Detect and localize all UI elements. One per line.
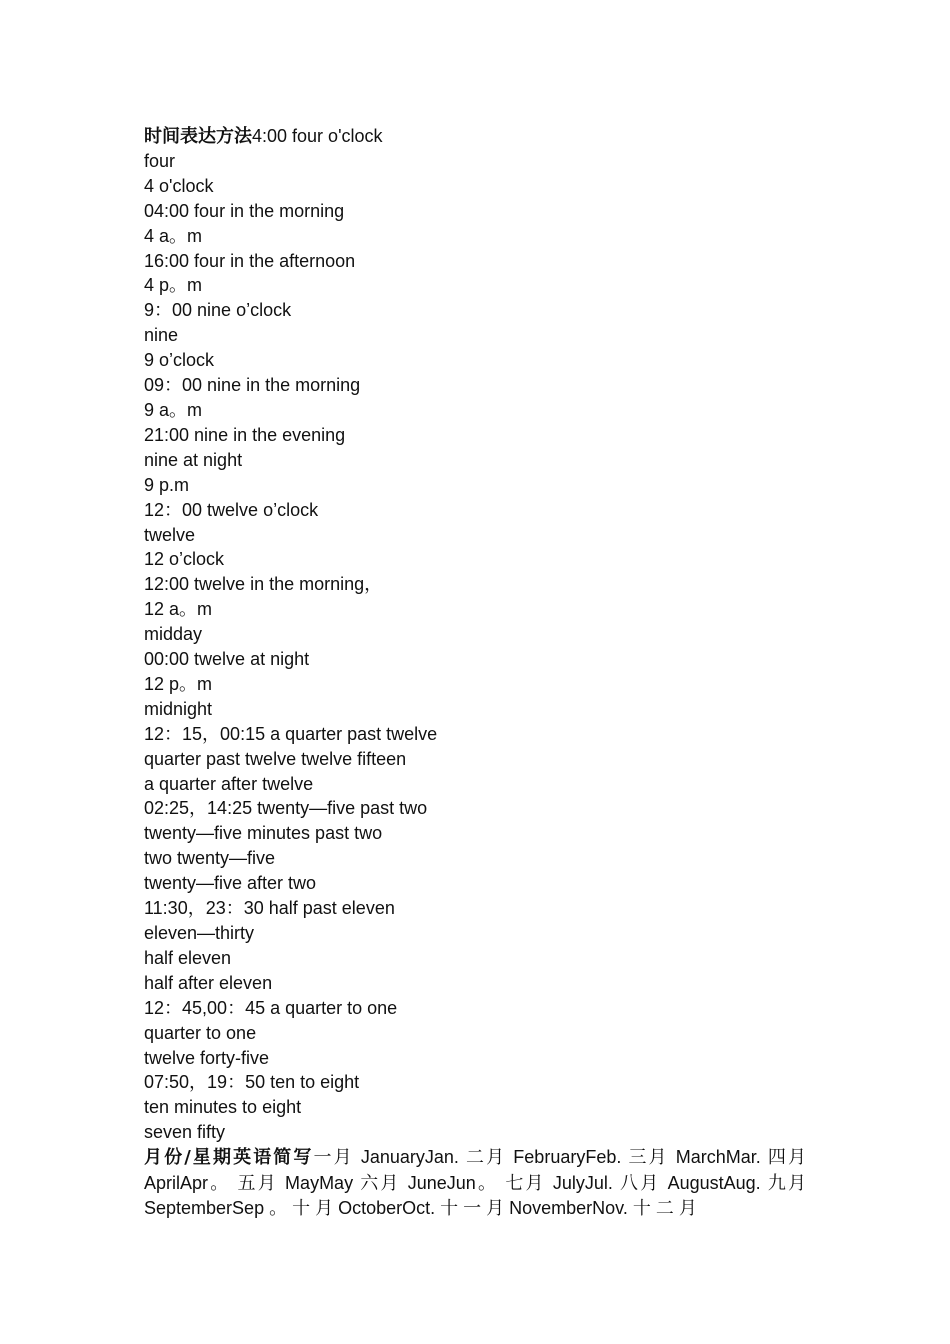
- time-line: 4 p。m: [144, 275, 203, 296]
- time-line: 21:00 nine in the evening: [144, 424, 346, 445]
- time-line: 12 o’clock: [144, 549, 225, 570]
- time-line: quarter past twelve twelve fifteen: [144, 748, 407, 769]
- time-line: twenty—five minutes past two: [144, 823, 383, 844]
- time-line: 12:00 twelve in the morning，: [144, 574, 383, 595]
- time-line: 09：00 nine in the morning: [144, 375, 361, 396]
- time-line: twenty—five after two: [144, 873, 317, 894]
- time-line: 12 p。m: [144, 673, 213, 694]
- time-line: 4:00 four o'clock: [252, 126, 383, 146]
- time-expression-first-line: [144, 124, 806, 149]
- time-line: 12：00 twelve o’clock: [144, 499, 319, 520]
- time-line: midnight: [144, 698, 213, 719]
- time-line: 11:30，23：30 half past eleven: [144, 898, 395, 919]
- time-line: ten minutes to eight: [144, 1097, 302, 1118]
- time-line: 12：15，00:15 a quarter past twelve: [144, 723, 438, 744]
- time-line: 9：00 nine o’clock: [144, 300, 292, 321]
- time-line: two twenty—five: [144, 848, 276, 869]
- time-line: 04:00 four in the morning: [144, 200, 345, 221]
- time-line: half eleven: [144, 947, 232, 968]
- month-week-heading: 月份/星期英语简写: [144, 1147, 314, 1169]
- time-line: 9 p.m: [144, 474, 190, 495]
- time-line: four: [144, 150, 176, 171]
- time-line: twelve forty-five: [144, 1047, 270, 1068]
- time-line: 16:00 four in the afternoon: [144, 250, 356, 271]
- time-line: 07:50，19：50 ten to eight: [144, 1072, 360, 1093]
- time-line: 12：45,00：45 a quarter to one: [144, 997, 398, 1018]
- time-line: seven fifty: [144, 1122, 226, 1143]
- time-line: 4 o'clock: [144, 175, 214, 196]
- time-expression-heading: 时间表达方法: [144, 126, 252, 146]
- time-line: 4 a。m: [144, 225, 203, 246]
- month-abbreviation-paragraph: [144, 1145, 806, 1221]
- time-line: a quarter after twelve: [144, 773, 314, 794]
- time-line: twelve: [144, 524, 196, 545]
- month-abbreviation-text: 一月 JanuaryJan. 二月 FebruaryFeb. 三月 MarchMar. 四月 AprilApr。 五月 MayMay 六月 JuneJun。 七月 JulyJul. 八月 AugustAug. 九月 SeptemberSep 。 十 月 OctoberOct. 十 一 月 NovemberNov. 十 二 月: [144, 1147, 806, 1218]
- time-line: half after eleven: [144, 972, 273, 993]
- time-line: nine at night: [144, 449, 243, 470]
- time-line: 00:00 twelve at night: [144, 649, 310, 670]
- time-line: 9 o’clock: [144, 350, 215, 371]
- time-line: eleven—thirty: [144, 923, 255, 943]
- time-line: nine: [144, 325, 179, 346]
- time-line: midday: [144, 624, 203, 645]
- time-line: 02:25，14:25 twenty—five past two: [144, 798, 428, 819]
- document-page: [144, 124, 806, 1221]
- time-line: 9 a。m: [144, 399, 203, 420]
- time-line: 12 a。m: [144, 599, 213, 620]
- time-line: quarter to one: [144, 1022, 257, 1043]
